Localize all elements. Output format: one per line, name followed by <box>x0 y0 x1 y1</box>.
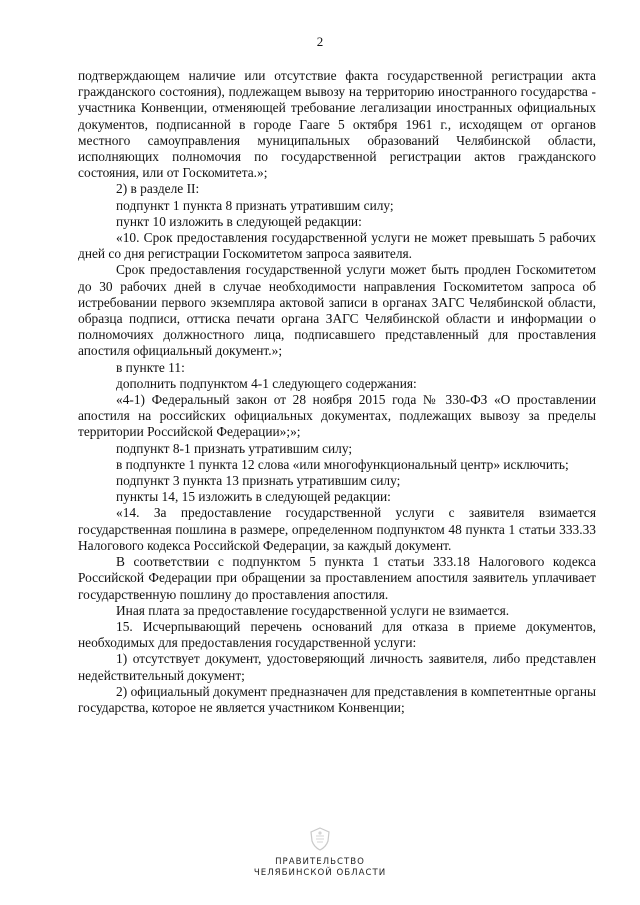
paragraph: Иная плата за предоставление государственной услуги не взимается. <box>116 602 510 618</box>
paragraph: пункт 10 изложить в следующей редакции: <box>116 213 362 229</box>
footer <box>0 826 640 879</box>
paragraph: в подпункте 1 пункта 12 слова «или многофункциональный центр» исключить; <box>116 456 569 472</box>
paragraph: В соответствии с подпунктом 5 пункта 1 статьи 333.18 Налогового кодекса Российской Федерации при обращении за проставлением апостиля заявитель уплачивает государственную пошлину до проставления апостиля. <box>78 554 596 602</box>
paragraph: 1) отсутствует документ, удостоверяющий личность заявителя, либо представлен недействительный документ; <box>78 651 596 683</box>
coat-of-arms-icon <box>307 826 333 852</box>
paragraph: «10. Срок предоставления государственной услуги не может превышать 5 рабочих дней со дня регистрации Госкомитетом запроса заявителя. <box>78 230 596 262</box>
footer-region: ЧЕЛЯБИНСКОЙ ОБЛАСТИ <box>253 868 387 878</box>
paragraph: пункты 14, 15 изложить в следующей редакции: <box>116 489 391 505</box>
paragraph: 15. Исчерпывающий перечень оснований для отказа в приеме документов, необходимых для предоставления государственной услуги: <box>78 618 596 651</box>
paragraph: подтверждающем наличие или отсутствие факта государственной регистрации акта гражданского состояния), подлежащем вывозу на территорию иностранного государства - участника Конвенции, отменяющей требование легализации иностранных официальных документов, подписанной в городе Гааге 5 октября 1961 г., исходящем от органов местного самоуправления муниципальных образований Челябинской области, исполняющих полномочия по государственной регистрации актов гражданского состояния, или от Госкомитета.»; <box>78 68 596 181</box>
paragraph: подпункт 8-1 признать утратившим силу; <box>116 440 353 456</box>
page-number: 2 <box>316 34 324 49</box>
paragraph: подпункт 1 пункта 8 признать утратившим силу; <box>116 197 394 213</box>
paragraph: «14. За предоставление государственной услуги с заявителя взимается государственная пошлина в размере, определенном подпунктом 48 пункта 1 статьи 333.33 Налогового кодекса Российской Федерации, за каждый документ. <box>78 505 596 553</box>
paragraph: «4-1) Федеральный закон от 28 ноября 2015 года № 330-ФЗ «О проставлении апостиля на российских официальных документах, подлежащих вывозу за пределы территории Российской Федерации»;»; <box>78 392 596 440</box>
paragraph: подпункт 3 пункта 13 признать утратившим силу; <box>116 473 401 489</box>
paragraph: Срок предоставления государственной услуги может быть продлен Госкомитетом до 30 рабочих дней в случае необходимости направления Госкомитетом запроса об истребовании первого экземпляра актовой записи в органах ЗАГС Челябинской области, образца подписи, оттиска печати органа ЗАГС Челябинской области и информации о полномочиях должностного лица, подписавшего представленный для проставления апостиля официальный документ.»; <box>78 262 596 359</box>
paragraph: дополнить подпунктом 4-1 следующего содержания: <box>116 375 417 391</box>
paragraph: 2) официальный документ предназначен для представления в компетентные органы государства, которое не является участником Конвенции; <box>78 683 596 715</box>
document-body <box>78 68 596 716</box>
paragraph: в пункте 11: <box>116 359 185 375</box>
paragraph: 2) в разделе II: <box>116 181 200 197</box>
footer-government: ПРАВИТЕЛЬСТВО <box>275 857 365 867</box>
